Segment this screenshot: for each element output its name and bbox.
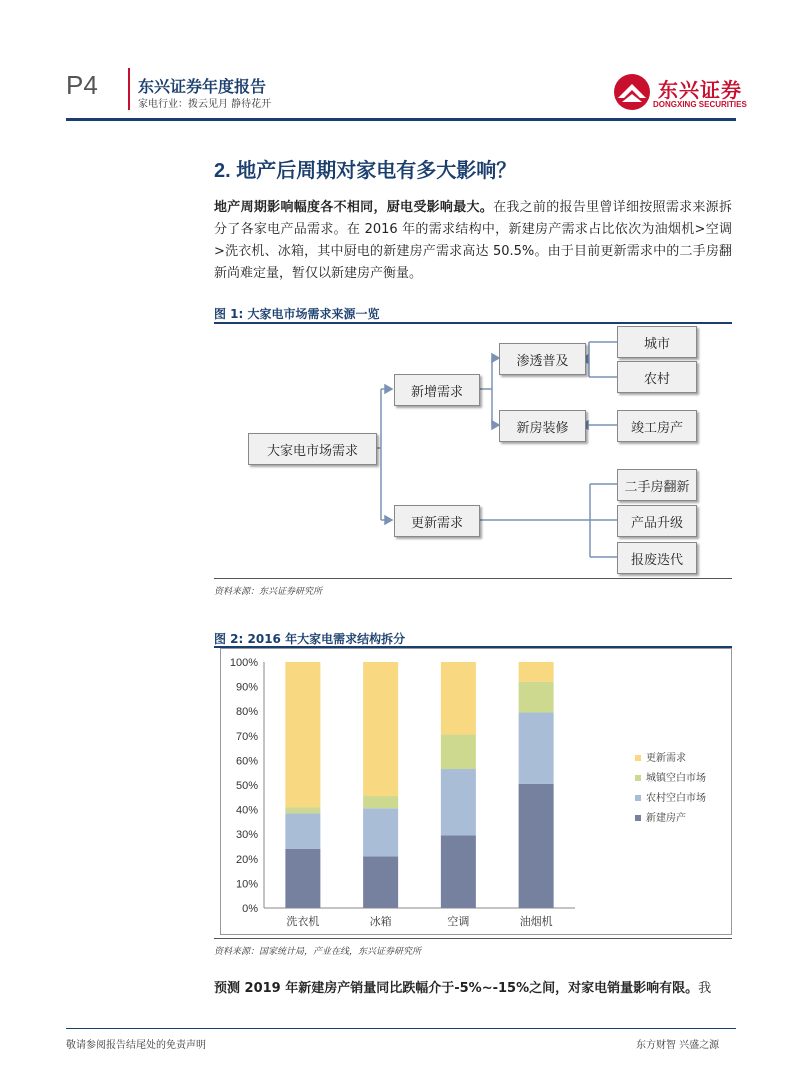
tree-node-penetration: 渗透普及	[499, 343, 586, 375]
y-tick-label: 10%	[235, 878, 258, 891]
y-tick-label: 40%	[235, 804, 258, 817]
figure-1-bottom-rule	[214, 578, 732, 579]
figure-2-title: 图 2: 2016 年大家电需求结构拆分	[214, 632, 406, 646]
tree-node-root: 大家电市场需求	[248, 433, 377, 465]
paragraph-2-lead: 预测 2019 年新建房产销量同比跌幅介于-5%~-15%之间，对家电销量影响有限。	[214, 981, 699, 996]
bar-segment	[363, 856, 398, 908]
page-number: P4	[66, 70, 98, 100]
x-tick-label: 冰箱	[369, 915, 392, 928]
paragraph-2	[214, 978, 732, 1000]
legend-label: 更新需求	[646, 753, 686, 764]
tree-node-second-hand: 二手房翻新	[617, 469, 697, 501]
paragraph-1-body: 在我之前的报告里曾详细按照需求来源拆分了各家电产品需求。在 2016 年的需求结构中，新建房产需求占比依次为油烟机>空调>洗衣机、冰箱，其中厨电的新建房产需求高达 50.5%。由于目前更新需求中的二手房翻新尚难定量，暂仅以新建房产衡量。	[214, 200, 732, 281]
y-tick-label: 50%	[235, 780, 258, 792]
bar-segment	[363, 796, 398, 808]
bar-segment	[363, 808, 398, 856]
legend-swatch	[635, 815, 641, 821]
y-tick-label: 20%	[235, 853, 258, 866]
tree-node-update: 更新需求	[394, 505, 480, 537]
paragraph-1-lead: 地产周期影响幅度各不相同，厨电受影响最大。	[214, 200, 494, 215]
tree-node-scrap: 报废迭代	[617, 542, 697, 574]
bar-segment	[441, 735, 476, 769]
footer-slogan: 东方财智 兴盛之源	[636, 1040, 720, 1051]
tree-node-upgrade: 产品升级	[617, 505, 697, 537]
bar-segment	[285, 807, 320, 813]
tree-node-new-house: 新房装修	[499, 410, 586, 442]
bar-segment	[363, 662, 398, 796]
paragraph-2-body: 我	[698, 981, 712, 996]
report-title: 东兴证券年度报告	[138, 77, 267, 96]
bar-segment	[519, 662, 554, 682]
tree-node-completed: 竣工房产	[617, 410, 697, 442]
y-tick-label: 90%	[235, 681, 258, 694]
tree-node-new-demand: 新增需求	[394, 374, 480, 406]
x-tick-label: 洗衣机	[286, 915, 320, 928]
y-tick-label: 30%	[235, 829, 258, 842]
section-title: 2. 地产后周期对家电有多大影响？	[214, 160, 517, 182]
bar-segment	[441, 835, 476, 908]
figure-1-source: 资料来源：东兴证券研究所	[214, 587, 323, 597]
bar-segment	[519, 712, 554, 783]
report-subtitle: 家电行业：拨云见月 静待花开	[138, 99, 272, 110]
bar-segment	[441, 769, 476, 835]
stacked-bar-chart	[220, 648, 732, 935]
bar-segment	[285, 813, 320, 849]
y-tick-label: 70%	[235, 730, 258, 743]
figure-2-source: 资料来源：国家统计局，产业在线，东兴证券研究所	[214, 947, 422, 957]
y-tick-label: 80%	[235, 706, 258, 719]
tree-node-city: 城市	[617, 326, 697, 358]
y-tick-label: 0%	[242, 903, 258, 915]
footer-rule	[66, 1028, 736, 1029]
logo-text-en: DONGXING SECURITIES	[653, 100, 747, 109]
bar-segment	[285, 662, 320, 807]
figure-2-bottom-rule	[214, 938, 732, 939]
legend-swatch	[635, 775, 641, 781]
paragraph-1	[214, 197, 732, 285]
legend-swatch	[635, 755, 641, 761]
header-rule	[66, 118, 736, 121]
bar-segment	[285, 849, 320, 908]
bar-segment	[441, 662, 476, 735]
figure-1-title: 图 1: 大家电市场需求来源一览	[214, 307, 380, 321]
legend-label: 新建房产	[646, 813, 686, 824]
tree-node-rural: 农村	[617, 361, 697, 393]
footer-disclaimer: 敬请参阅报告结尾处的免责声明	[66, 1040, 206, 1051]
y-tick-label: 60%	[235, 755, 258, 768]
bar-segment	[519, 784, 554, 908]
legend-label: 城镇空白市场	[646, 773, 706, 784]
x-tick-label: 空调	[447, 915, 470, 928]
x-tick-label: 油烟机	[519, 915, 553, 928]
logo-text: 东兴证券	[658, 78, 742, 102]
y-tick-label: 100%	[229, 657, 258, 669]
bar-segment	[519, 682, 554, 713]
legend-swatch	[635, 795, 641, 801]
header-separator	[128, 68, 130, 110]
legend-label: 农村空白市场	[646, 793, 706, 804]
dongxing-logo-icon	[610, 72, 654, 112]
